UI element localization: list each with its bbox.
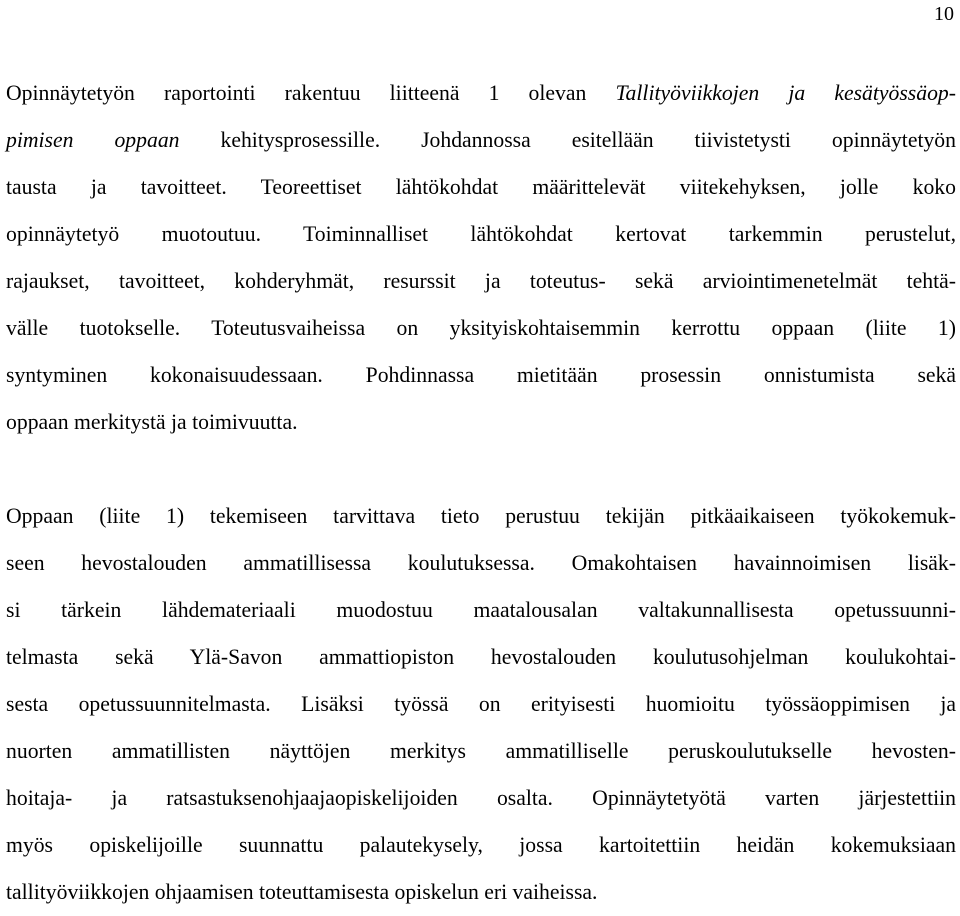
text-line (6, 493, 956, 540)
text-segment: hoitaja- ja ratsastuksenohjaajaopiskelijoiden osalta. Opinnäytetyötä varten järjestettiin (6, 786, 956, 810)
text-segment: syntyminen kokonaisuudessaan. Pohdinnassa mietitään prosessin onnistumista sekä (6, 363, 956, 387)
text-line (6, 305, 956, 352)
text-line (6, 352, 956, 399)
text-line (6, 634, 956, 681)
text-line (6, 587, 956, 634)
text-line (6, 399, 956, 446)
italic-text-segment: Tallityöviikkojen ja kesätyössäop- (615, 81, 956, 105)
text-segment: seen hevostalouden ammatillisessa koulutuksessa. Omakohtaisen havainnoimisen lisäk- (6, 551, 956, 575)
text-line (6, 728, 956, 775)
text-segment: Oppaan (liite 1) tekemiseen tarvittava tieto perustuu tekijän pitkäaikaiseen työkokemuk- (6, 504, 956, 528)
page-number: 10 (934, 3, 954, 25)
text-segment: Opinnäytetyön raportointi rakentuu liitteenä 1 olevan (6, 81, 616, 105)
text-line (6, 681, 956, 728)
text-segment: si tärkein lähdemateriaali muodostuu maatalousalan valtakunnallisesta opetussuunni- (6, 598, 956, 622)
italic-text-segment: pimisen oppaan (6, 128, 180, 152)
text-line (6, 70, 956, 117)
text-segment: oppaan merkitystä ja toimivuutta. (6, 410, 298, 434)
text-line (6, 822, 956, 869)
text-line (6, 258, 956, 305)
text-segment: tausta ja tavoitteet. Teoreettiset lähtökohdat määrittelevät viitekehyksen, jolle koko (6, 175, 956, 199)
text-segment: välle tuotokselle. Toteutusvaiheissa on yksityiskohtaisemmin kerrottu oppaan (liite 1) (6, 316, 956, 340)
text-segment: myös opiskelijoille suunnattu palautekysely, jossa kartoitettiin heidän kokemuksiaan (6, 833, 956, 857)
text-line (6, 775, 956, 822)
text-segment: kehitysprosessille. Johdannossa esitellään tiivistetysti opinnäytetyön (179, 128, 956, 152)
text-line (6, 164, 956, 211)
text-segment: telmasta sekä Ylä-Savon ammattiopiston hevostalouden koulutusohjelman koulukohtai- (6, 645, 956, 669)
text-line (6, 117, 956, 164)
text-line (6, 869, 956, 916)
paragraph-2 (6, 493, 956, 916)
text-segment: tallityöviikkojen ohjaamisen toteuttamisesta opiskelun eri vaiheissa. (6, 880, 598, 904)
text-segment: nuorten ammatillisten näyttöjen merkitys ammatilliselle peruskoulutukselle hevosten- (6, 739, 956, 763)
text-segment: rajaukset, tavoitteet, kohderyhmät, resurssit ja toteutus- sekä arviointimenetelmät tehtä- (6, 269, 956, 293)
text-line (6, 540, 956, 587)
text-segment: sesta opetussuunnitelmasta. Lisäksi työssä on erityisesti huomioitu työssäoppimisen ja (6, 692, 956, 716)
text-line (6, 211, 956, 258)
text-segment: opinnäytetyö muotoutuu. Toiminnalliset lähtökohdat kertovat tarkemmin perustelut, (6, 222, 956, 246)
paragraph-1 (6, 70, 956, 446)
document-body (6, 70, 956, 916)
